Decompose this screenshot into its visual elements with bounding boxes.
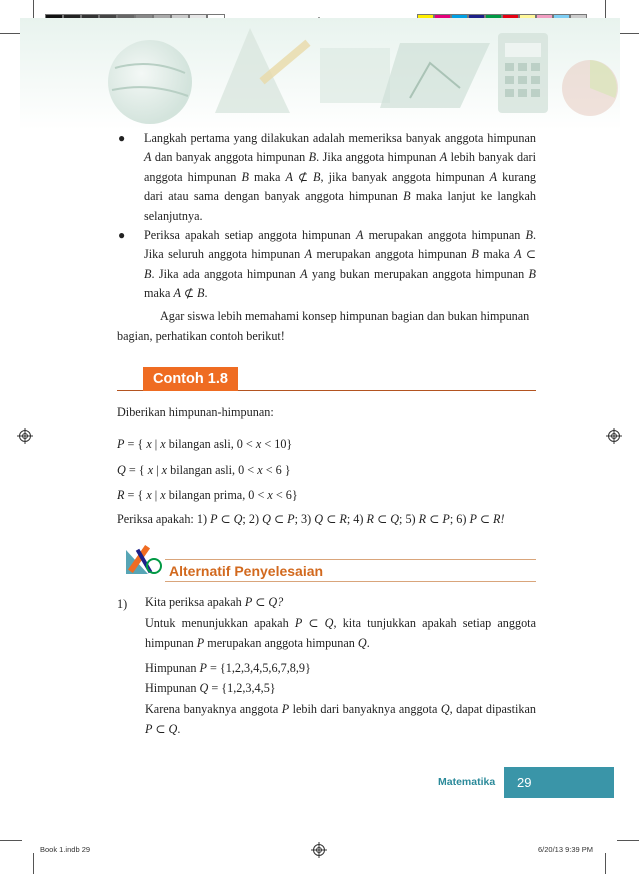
text-line <box>144 187 536 206</box>
slug-left: Book 1.indb 29 <box>40 845 91 854</box>
math-symbol: x <box>257 463 263 477</box>
text-run: Langkah pertama yang dilakukan adalah memeriksa banyak anggota himpunan <box>144 131 536 145</box>
math-symbol: A ⊂ <box>514 247 536 262</box>
text-run: merupakan anggota himpunan <box>204 636 358 650</box>
text-run: anggota himpunan <box>144 169 242 184</box>
text-run: = {1,2,3,4,5,6,7,8,9} <box>206 660 311 675</box>
text-run: < 6 } <box>262 463 291 477</box>
text-run: = {1,2,3,4,5} <box>208 681 276 695</box>
example-task <box>117 510 505 528</box>
text-run: dari atau sama dengan banyak anggota himpunan <box>144 189 404 204</box>
set-definition-q <box>117 461 291 479</box>
math-symbol: R ⊂ P <box>418 512 450 526</box>
math-symbol: A ⊄ B <box>285 169 321 184</box>
text-run: maka lanjut ke langkah <box>410 189 536 204</box>
math-symbol: P ⊂ Q? <box>244 595 284 609</box>
solution-body <box>145 592 536 740</box>
text-run: Periksa apakah setiap anggota himpunan <box>144 228 356 242</box>
math-symbol: P <box>281 701 290 716</box>
page-number: 29 <box>504 767 614 798</box>
text-run: himpunan <box>145 636 197 650</box>
text-run: bilangan asli, 0 < <box>167 463 258 477</box>
bullet-icon: ● <box>118 131 126 145</box>
text-run: | <box>153 463 162 477</box>
text-run: dan banyak anggota himpunan <box>151 150 309 165</box>
solution-number: 1) <box>117 597 128 611</box>
math-symbol: B <box>525 228 533 242</box>
text-run: . <box>366 636 370 650</box>
text-run: merupakan anggota himpunan <box>363 228 526 242</box>
math-symbol: B <box>528 266 536 281</box>
text-run: ; 5) <box>399 512 419 526</box>
set-definition-r <box>117 486 298 504</box>
math-symbol: P ⊂ R! <box>469 512 505 526</box>
text-run: ; 3) <box>294 512 315 526</box>
math-tools-icon <box>122 540 164 578</box>
solution-line <box>145 633 536 654</box>
bullet-item <box>144 226 536 304</box>
math-symbol: x <box>267 488 273 502</box>
math-symbol: A ⊄ B <box>173 286 205 301</box>
math-symbol: x <box>255 437 262 451</box>
math-symbol: P ⊂ Q <box>145 722 178 736</box>
math-symbol: P <box>199 660 207 675</box>
intro-text-line2: bagian, perhatikan contoh berikut! <box>117 329 285 343</box>
math-symbol: Q <box>117 463 126 477</box>
math-symbol: x <box>146 488 152 502</box>
text-run: maka <box>248 169 286 184</box>
text-run: lebih banyak dari <box>447 150 536 165</box>
math-symbol: R ⊂ Q <box>366 512 400 526</box>
text-run: | <box>151 488 161 502</box>
text-run: . <box>204 286 208 301</box>
text-run: . Jika anggota himpunan <box>316 150 440 165</box>
text-run: Karena banyaknya anggota <box>145 701 282 716</box>
solution-line <box>145 592 536 613</box>
math-symbol: B <box>144 266 152 281</box>
text-run: ; 6) <box>449 512 470 526</box>
text-line <box>144 245 536 264</box>
math-symbol: x <box>147 463 154 477</box>
math-symbol: B <box>308 150 317 165</box>
text-run: Kita periksa apakah <box>145 595 245 609</box>
text-run: = { <box>125 463 148 477</box>
math-symbol: A <box>300 266 308 281</box>
math-symbol: A <box>489 169 498 184</box>
math-symbol: B <box>241 169 249 184</box>
text-run: . <box>177 722 181 736</box>
header-illustration <box>20 18 620 130</box>
text-run: < 6} <box>272 488 298 502</box>
text-run: Himpunan <box>145 660 200 675</box>
text-line <box>144 284 536 303</box>
set-definition-p <box>117 435 292 453</box>
text-line <box>144 207 536 226</box>
math-symbol: Q ⊂ P <box>262 512 295 526</box>
math-symbol: P ⊂ Q <box>294 615 334 630</box>
example-lead: Diberikan himpunan-himpunan: <box>117 405 274 419</box>
text-run: selanjutnya. <box>144 208 203 223</box>
registration-mark-icon <box>606 428 622 444</box>
solution-divider-top <box>165 559 536 560</box>
text-run: Periksa apakah: 1) <box>117 512 211 526</box>
intro-text-line1: Agar siswa lebih memahami konsep himpunan bagian dan bukan himpunan <box>160 309 530 323</box>
math-symbol: P <box>196 636 205 650</box>
solution-line <box>145 699 536 720</box>
solution-line <box>145 678 536 699</box>
registration-mark-icon <box>17 428 33 444</box>
math-symbol: B <box>403 189 411 204</box>
math-symbol: A <box>439 150 448 165</box>
text-run: bilangan asli, 0 < <box>165 437 256 451</box>
text-run: Untuk menunjukkan apakah <box>145 615 295 630</box>
math-symbol: B <box>471 247 479 262</box>
text-run: < 10} <box>261 437 293 451</box>
bullet-item <box>144 129 536 226</box>
text-line <box>144 226 536 245</box>
math-symbol: Q <box>440 701 450 716</box>
text-run: ; 2) <box>242 512 263 526</box>
math-symbol: P <box>117 437 125 451</box>
text-run: ; 4) <box>346 512 367 526</box>
text-run: Jika seluruh anggota himpunan <box>144 247 305 262</box>
text-run: | <box>151 437 161 451</box>
text-run: bilangan prima, 0 < <box>165 488 268 502</box>
text-run: lebih dari banyaknya anggota <box>289 701 441 716</box>
math-symbol: A <box>144 150 152 165</box>
text-run: kurang <box>497 169 537 184</box>
text-line <box>144 265 536 284</box>
math-symbol: Q <box>199 681 209 695</box>
text-run: . <box>532 228 537 242</box>
text-run: , jika banyak anggota himpunan <box>320 169 490 184</box>
math-symbol: Q ⊂ R <box>314 512 347 526</box>
math-symbol: x <box>160 488 166 502</box>
solution-line <box>145 613 536 634</box>
text-run: merupakan anggota himpunan <box>312 247 472 262</box>
example-heading: Contoh 1.8 <box>143 367 238 391</box>
text-run: = { <box>124 488 147 502</box>
solution-line <box>145 658 536 679</box>
text-run: , kita tunjukkan apakah setiap anggota <box>333 615 536 630</box>
math-symbol: x <box>161 463 168 477</box>
registration-mark-icon <box>311 842 327 858</box>
math-symbol: x <box>160 437 166 451</box>
math-symbol: P ⊂ Q <box>210 512 243 526</box>
solution-divider-bottom <box>165 581 536 582</box>
math-symbol: R <box>117 488 125 502</box>
text-run: yang bukan merupakan anggota himpunan <box>307 266 529 281</box>
math-symbol: Q <box>357 636 367 650</box>
text-line <box>144 168 536 187</box>
slug-right: 6/20/13 9:39 PM <box>538 845 594 854</box>
solution-heading: Alternatif Penyelesaian <box>169 563 324 579</box>
solution-line <box>145 719 536 740</box>
text-run: maka <box>478 247 515 262</box>
text-run: Himpunan <box>145 681 200 695</box>
footer-subject: Matematika <box>438 776 496 788</box>
math-symbol: A <box>304 247 313 262</box>
math-symbol: x <box>146 437 152 451</box>
text-line <box>144 129 536 148</box>
math-symbol: A <box>355 228 364 242</box>
text-line <box>144 148 536 167</box>
text-run: , dapat dipastikan <box>449 701 536 716</box>
bullet-icon: ● <box>118 228 126 242</box>
text-run: . Jika ada anggota himpunan <box>151 266 301 281</box>
text-run: = { <box>124 437 147 451</box>
text-run: maka <box>144 286 174 301</box>
